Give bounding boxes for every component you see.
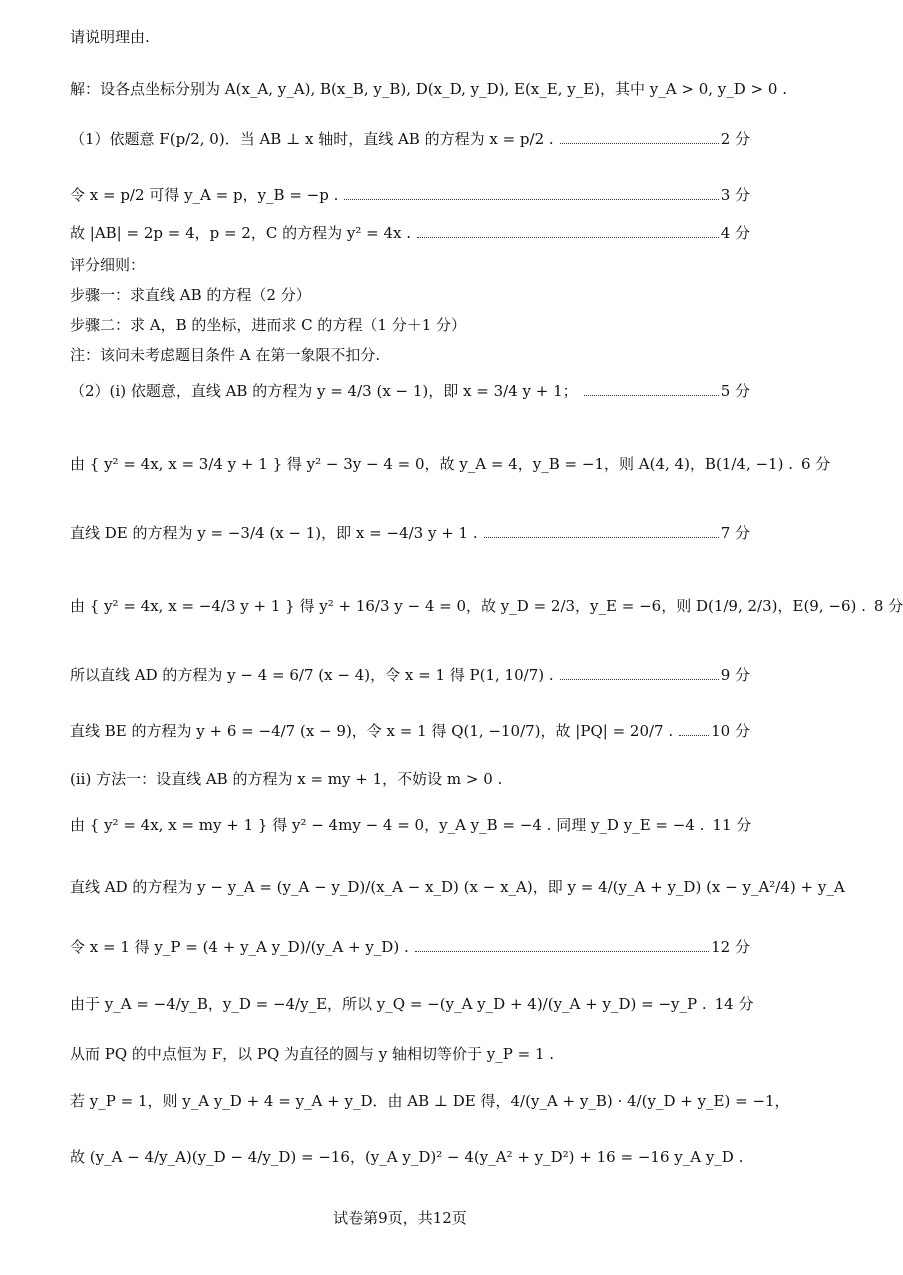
- line-text: （1）依题意 F(p/2, 0)．当 AB ⊥ x 轴时，直线 AB 的方程为 x = p/2 .: [70, 130, 554, 148]
- line-text: 由 { y² = 4x, x = −4/3 y + 1 } 得 y² + 16/3 y − 4 = 0，故 y_D = 2/3，y_E = −6，则 D(1/9, 2/3)，E(9, −6) .: [70, 597, 866, 615]
- solution-line: [70, 316, 750, 334]
- score-label: 12 分: [711, 938, 750, 956]
- score-label: 3 分: [720, 186, 750, 204]
- leader-dots: [344, 199, 718, 200]
- line-text: 所以直线 AD 的方程为 y − 4 = 6/7 (x − 4)，令 x = 1 得 P(1, 10/7) .: [70, 666, 554, 684]
- solution-line: [70, 597, 903, 615]
- score-label: 5 分: [720, 382, 750, 400]
- solution-line: [70, 878, 845, 896]
- solution-line: [70, 28, 750, 46]
- line-text: 直线 BE 的方程为 y + 6 = −4/7 (x − 9)，令 x = 1 得 Q(1, −10/7)，故 |PQ| = 20/7 .: [70, 722, 674, 740]
- solution-line: [70, 382, 750, 400]
- line-text: 直线 AD 的方程为 y − y_A = (y_A − y_D)/(x_A − x_D) (x − x_A)，即 y = 4/(y_A + y_D) (x − y_A²/4) + y_A: [70, 878, 845, 896]
- line-text: 请说明理由.: [70, 28, 150, 46]
- score-label: 7 分: [720, 524, 750, 542]
- score-label: 14 分: [714, 995, 754, 1013]
- solution-line: [70, 186, 750, 204]
- leader-dots: [417, 237, 719, 238]
- solution-line: [70, 130, 750, 148]
- leader-dots: [679, 735, 709, 736]
- line-text: （2）(i) 依题意，直线 AB 的方程为 y = 4/3 (x − 1)，即 x = 3/4 y + 1；: [70, 382, 578, 400]
- solution-line: [70, 224, 750, 242]
- line-text: 注：该问未考虑题目条件 A 在第一象限不扣分.: [70, 346, 381, 364]
- solution-line: [70, 995, 754, 1013]
- solution-line: [70, 80, 787, 98]
- solution-line: [70, 256, 750, 274]
- solution-line: [70, 938, 750, 956]
- solution-line: [70, 722, 750, 740]
- line-text: (ii) 方法一：设直线 AB 的方程为 x = my + 1，不妨设 m > 0 .: [70, 770, 503, 788]
- solution-line: [70, 1045, 750, 1063]
- solution-line: [70, 816, 750, 834]
- leader-dots: [484, 537, 719, 538]
- line-text: 由 { y² = 4x, x = my + 1 } 得 y² − 4my − 4 = 0，y_A y_B = −4 . 同理 y_D y_E = −4 .: [70, 816, 705, 834]
- page-footer: 试卷第9页，共12页: [333, 1209, 467, 1227]
- score-label: 10 分: [711, 722, 750, 740]
- solution-line: [70, 455, 831, 473]
- line-text: 评分细则：: [70, 256, 146, 274]
- line-text: 令 x = 1 得 y_P = (4 + y_A y_D)/(y_A + y_D) .: [70, 938, 409, 956]
- line-text: 若 y_P = 1，则 y_A y_D + 4 = y_A + y_D．由 AB ⊥ DE 得，4/(y_A + y_B) · 4/(y_D + y_E) = −1，: [70, 1092, 790, 1110]
- leader-dots: [560, 679, 719, 680]
- score-label: 9 分: [720, 666, 750, 684]
- leader-dots: [415, 951, 709, 952]
- line-text: 步骤一：求直线 AB 的方程（2 分）: [70, 286, 311, 304]
- line-text: 故 |AB| = 2p = 4，p = 2，C 的方程为 y² = 4x .: [70, 224, 412, 242]
- solution-line: [70, 770, 750, 788]
- solution-line: [70, 666, 750, 684]
- solution-line: [70, 524, 750, 542]
- score-label: 6 分: [800, 455, 831, 473]
- score-label: 8 分: [873, 597, 903, 615]
- score-label: 2 分: [720, 130, 750, 148]
- solution-line: [70, 1148, 750, 1166]
- line-text: 直线 DE 的方程为 y = −3/4 (x − 1)，即 x = −4/3 y + 1 .: [70, 524, 478, 542]
- line-text: 从而 PQ 的中点恒为 F，以 PQ 为直径的圆与 y 轴相切等价于 y_P = 1 .: [70, 1045, 555, 1063]
- line-text: 由于 y_A = −4/y_B，y_D = −4/y_E，所以 y_Q = −(y_A y_D + 4)/(y_A + y_D) = −y_P .: [70, 995, 707, 1013]
- score-label: 11 分: [712, 816, 752, 834]
- score-label: 4 分: [720, 224, 750, 242]
- solution-line: [70, 1092, 790, 1110]
- line-text: 由 { y² = 4x, x = 3/4 y + 1 } 得 y² − 3y − 4 = 0，故 y_A = 4，y_B = −1，则 A(4, 4)，B(1/4, −1) .: [70, 455, 793, 473]
- leader-dots: [560, 143, 719, 144]
- leader-dots: [584, 395, 719, 396]
- solution-line: [70, 286, 750, 304]
- line-text: 故 (y_A − 4/y_A)(y_D − 4/y_D) = −16，(y_A y_D)² − 4(y_A² + y_D²) + 16 = −16 y_A y_D .: [70, 1148, 744, 1166]
- line-text: 步骤二：求 A，B 的坐标，进而求 C 的方程（1 分＋1 分）: [70, 316, 467, 334]
- line-text: 令 x = p/2 可得 y_A = p，y_B = −p .: [70, 186, 339, 204]
- line-text: 解：设各点坐标分别为 A(x_A, y_A), B(x_B, y_B), D(x_D, y_D), E(x_E, y_E)，其中 y_A > 0, y_D > 0 .: [70, 80, 787, 98]
- solution-line: [70, 346, 750, 364]
